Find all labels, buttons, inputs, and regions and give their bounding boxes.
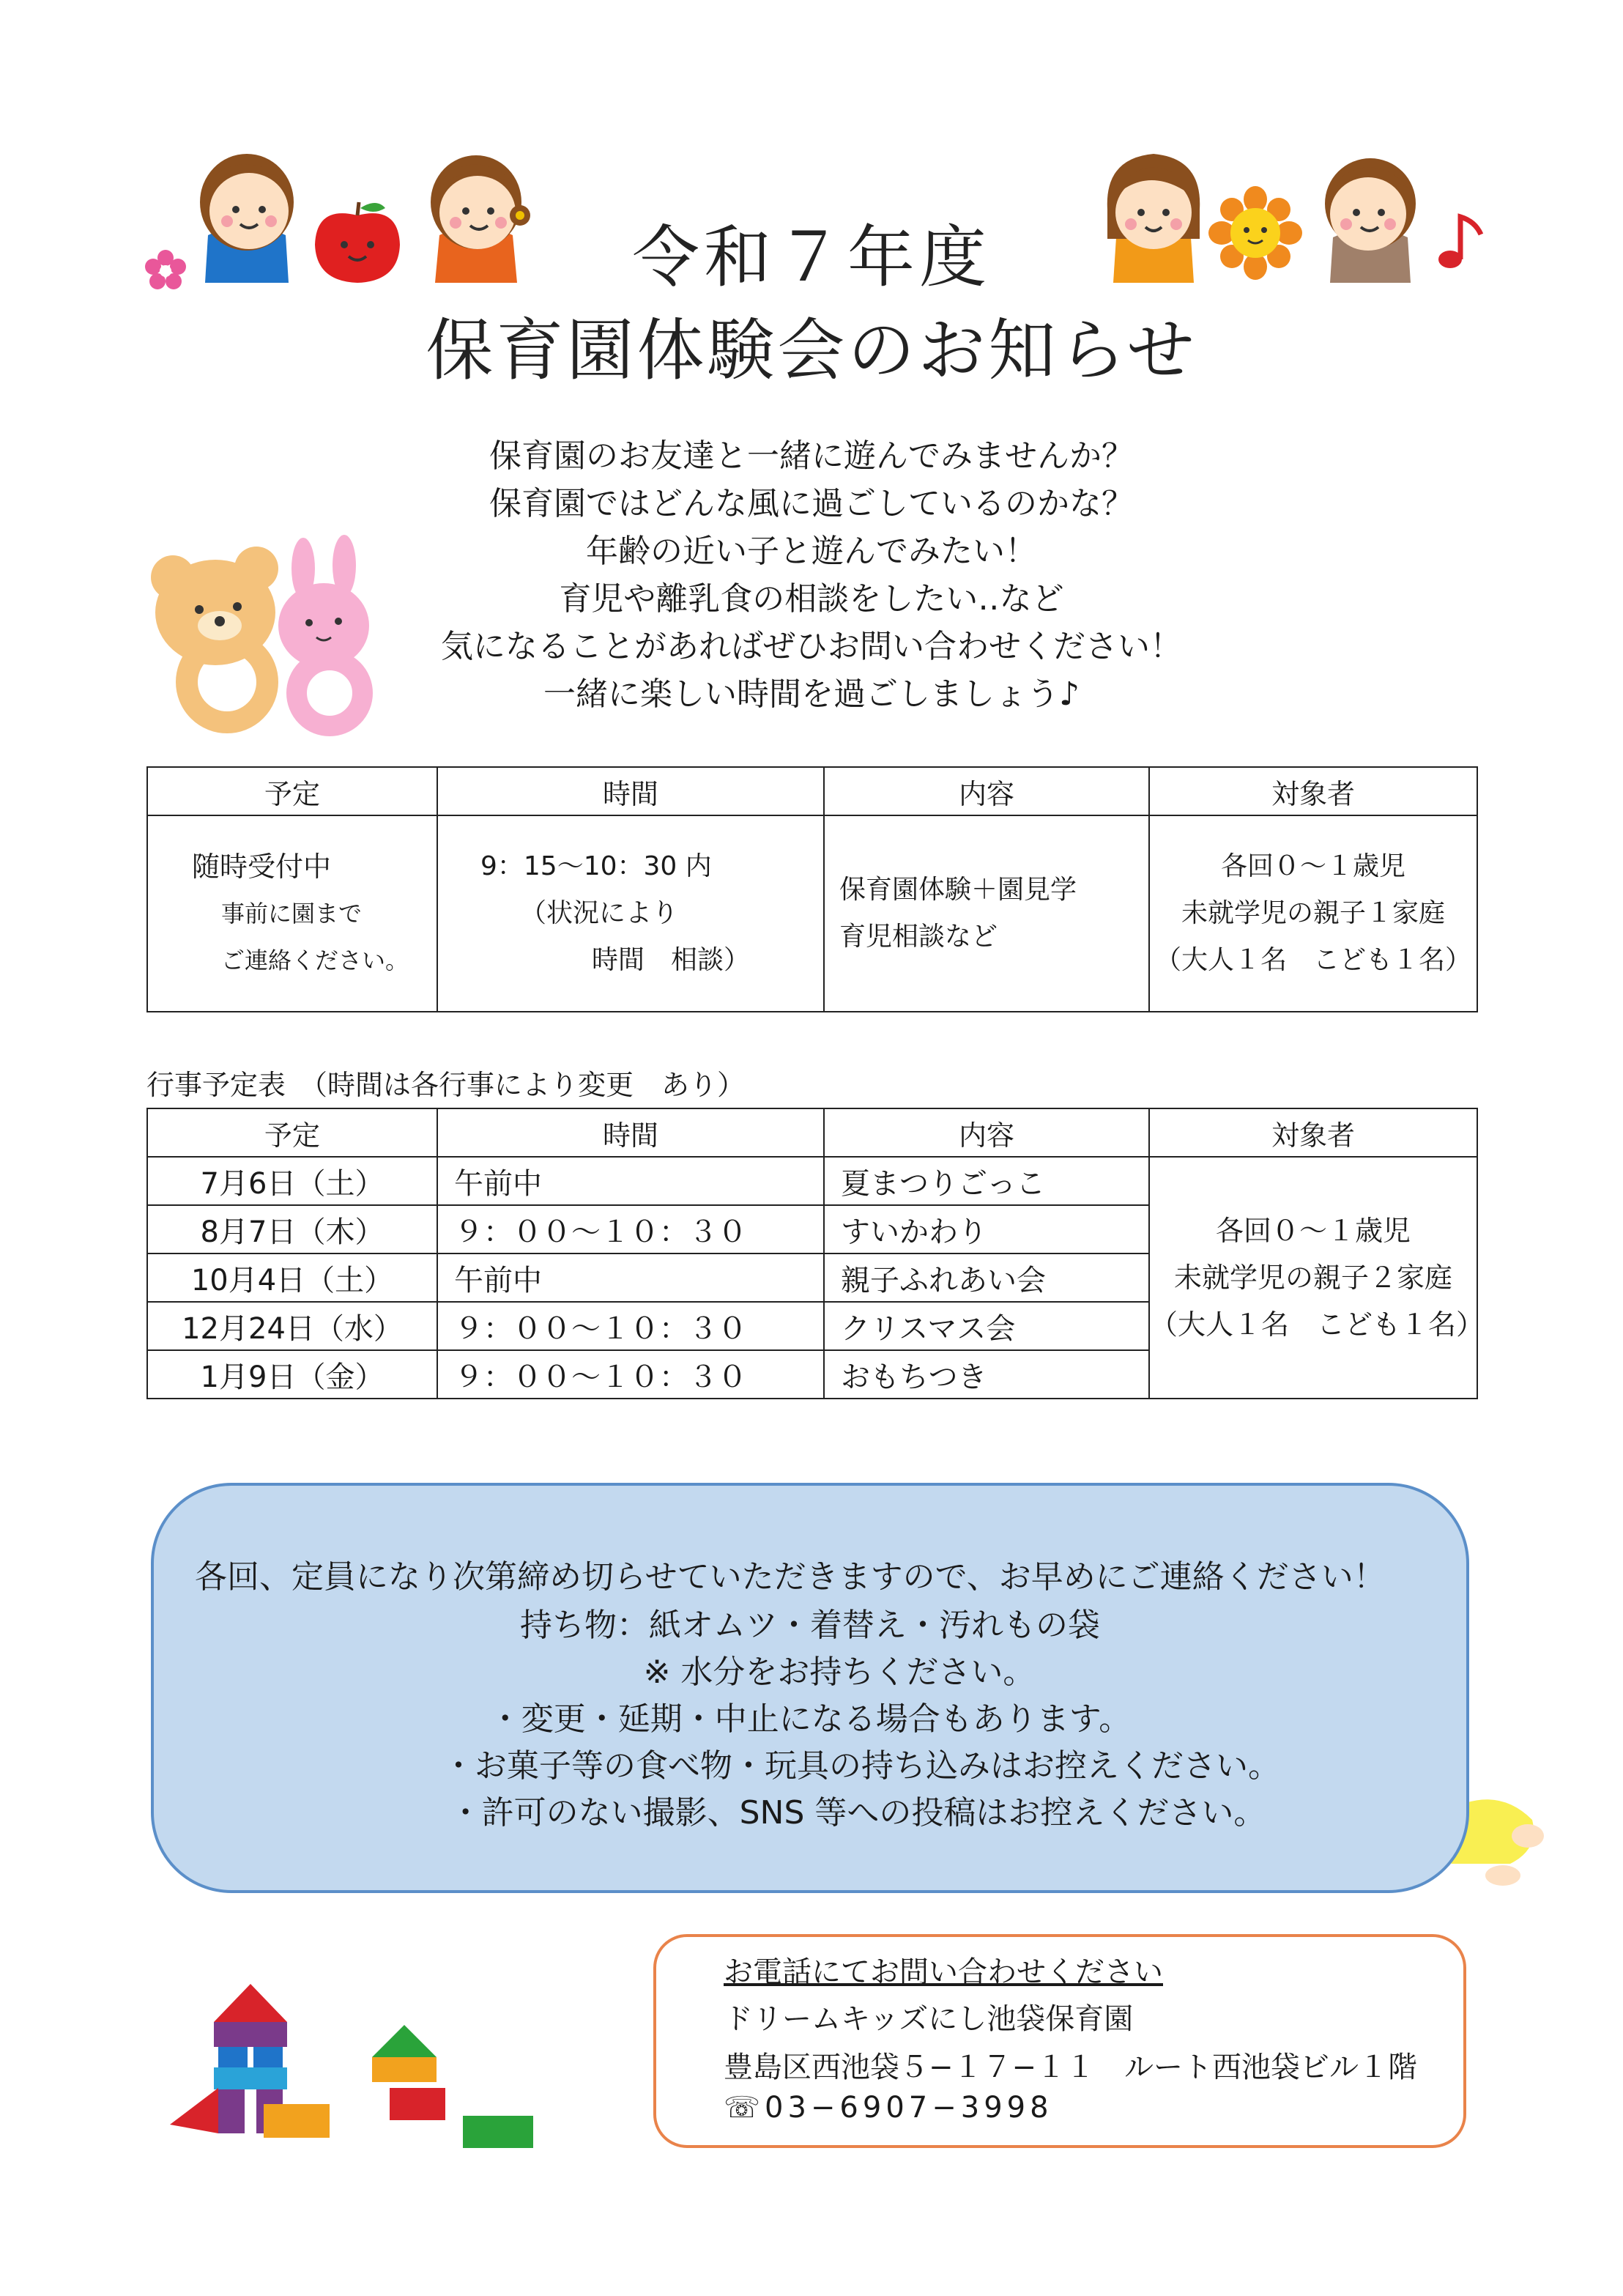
- intro-line: 育児や離乳食の相談をしたい‥など: [559, 580, 1064, 618]
- notice-box: [151, 1483, 1469, 1893]
- target-cell: [1149, 815, 1477, 1012]
- event-time: ９：００〜１０：３０: [437, 1205, 824, 1253]
- event-content: すいかわり: [824, 1205, 1149, 1253]
- header-schedule: 予定: [147, 1108, 437, 1157]
- schedule-cell: [147, 815, 437, 1012]
- event-target-cell: [1149, 1157, 1485, 1399]
- content-cell: [824, 815, 1149, 1012]
- content-line: 育児相談など: [839, 922, 998, 952]
- event-date: 8月7日（木）: [147, 1205, 437, 1253]
- target-line: 各回０〜１歳児: [1220, 851, 1405, 881]
- table-row: [147, 1157, 1477, 1205]
- time-line: （状況により: [520, 898, 679, 928]
- schedule-line: 事前に園まで: [221, 900, 363, 927]
- table-header-row: [147, 1108, 1477, 1157]
- target-line: 各回０〜１歳児: [1215, 1215, 1411, 1247]
- event-date: 7月6日（土）: [147, 1157, 437, 1205]
- target-line: （大人１名 こども１名）: [1150, 1308, 1485, 1341]
- event-date: 12月24日（水）: [147, 1302, 437, 1350]
- intro-line: 気になることがあればぜひお問い合わせください！: [441, 628, 1182, 665]
- header-target: 対象者: [1149, 1108, 1477, 1157]
- notice-line: ・お菓子等の食べ物・玩具の持ち込みはお控えください。: [442, 1747, 1280, 1785]
- event-content: おもちつき: [824, 1350, 1149, 1399]
- time-line: 時間 相談）: [592, 945, 751, 975]
- contact-name: ドリームキッズにし池袋保育園: [724, 2002, 1134, 2036]
- intro-line: 一緒に楽しい時間を過ごしましょう♪: [543, 675, 1080, 713]
- event-time: 午前中: [437, 1157, 824, 1205]
- intro-line: 年齢の近い子と遊んでみたい！: [586, 533, 1037, 570]
- notice-line: 持ち物：紙オムツ・着替え・汚れもの袋: [520, 1607, 1100, 1644]
- table-row: [147, 815, 1477, 1012]
- header-content: 内容: [824, 767, 1149, 815]
- notice-line: ・変更・延期・中止になる場合もあります。: [489, 1700, 1132, 1738]
- header-target: 対象者: [1149, 767, 1477, 815]
- toy-blocks-icon: [170, 1978, 536, 2154]
- notice-line: 各回、定員になり次第締め切らせていただきますので、お早めにご連絡ください！: [195, 1558, 1386, 1596]
- trial-info-table: [146, 766, 1478, 1012]
- title-year: 令和７年度: [631, 218, 991, 297]
- header-time: 時間: [437, 1108, 824, 1157]
- schedule-line: ご連絡ください。: [221, 947, 409, 974]
- header-time: 時間: [437, 767, 824, 815]
- event-time: ９：００〜１０：３０: [437, 1350, 824, 1399]
- bear-rabbit-rattle-icon: [146, 539, 378, 737]
- intro-line: 保育園のお友達と一緒に遊んでみませんか？: [489, 437, 1134, 475]
- notice-line: ※ 水分をお持ちください。: [643, 1654, 1036, 1691]
- intro-line: 保育園ではどんな風に過ごしているのかな？: [489, 485, 1134, 522]
- notice-line: ・許可のない撮影、SNS 等への投稿はお控えください。: [449, 1794, 1266, 1832]
- event-schedule-table: [146, 1108, 1485, 1399]
- event-content: 親子ふれあい会: [824, 1253, 1149, 1302]
- contact-heading: お電話にてお問い合わせください: [724, 1955, 1163, 1989]
- event-date: 1月9日（金）: [147, 1350, 437, 1399]
- contact-box: [653, 1934, 1466, 2148]
- title-main: 保育園体験会のお知らせ: [426, 311, 1197, 390]
- event-date: 10月4日（土）: [147, 1253, 437, 1302]
- event-content: 夏まつりごっこ: [824, 1157, 1149, 1205]
- target-line: （大人１名 こども１名）: [1154, 945, 1471, 975]
- event-time: 午前中: [437, 1253, 824, 1302]
- contact-address: 豊島区西池袋５−１７−１１ ルート西池袋ビル１階: [724, 2051, 1418, 2084]
- contact-phone: ☏03−6907−3998: [724, 2091, 1053, 2125]
- target-line: 未就学児の親子２家庭: [1173, 1262, 1452, 1294]
- table-header-row: [147, 767, 1477, 815]
- target-line: 未就学児の親子１家庭: [1181, 898, 1445, 928]
- header-schedule: 予定: [147, 767, 437, 815]
- intro-text: [366, 432, 1257, 718]
- event-content: クリスマス会: [824, 1302, 1149, 1350]
- event-time: ９：００〜１０：３０: [437, 1302, 824, 1350]
- header-content: 内容: [824, 1108, 1149, 1157]
- content-line: 保育園体験＋園見学: [839, 875, 1077, 905]
- event-table-caption: 行事予定表 （時間は各行事により変更 あり）: [146, 1069, 746, 1101]
- schedule-line: 随時受付中: [192, 851, 332, 883]
- time-line: 9：15〜10：30 内: [480, 851, 712, 881]
- time-cell: [437, 815, 824, 1012]
